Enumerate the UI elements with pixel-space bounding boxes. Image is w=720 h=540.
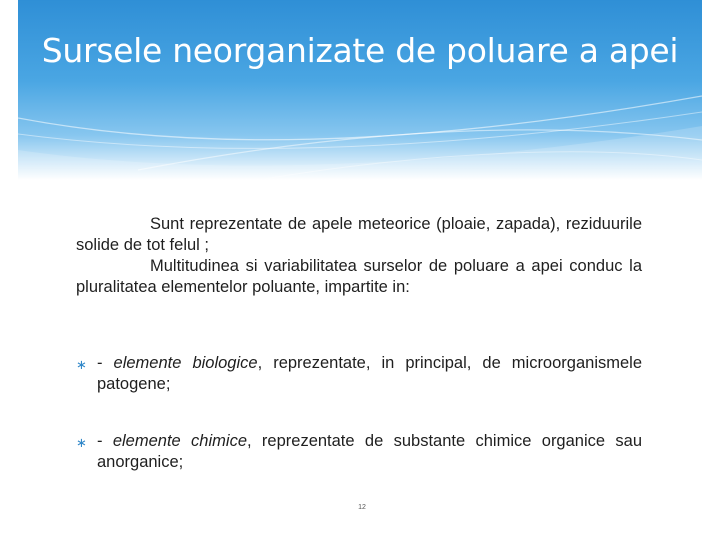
intro-paragraph: Multitudinea si variabilitatea surselor de poluare a apei conduc la pluralitatea elementelor poluante, impartite in: <box>76 257 642 296</box>
bullet-term: elemente chimice <box>112 432 247 450</box>
title-banner <box>18 0 702 180</box>
wave-decoration <box>18 0 702 180</box>
asterisk-bullet-icon: ∗ <box>76 357 87 372</box>
bullet-text: - elemente chimice, reprezentate de substante chimice organice sau anorganice; <box>97 432 642 471</box>
list-item <box>76 353 642 395</box>
bullet-term: elemente biologice <box>113 354 258 372</box>
bullet-text: - elemente biologice, reprezentate, in principal, de microorganismele patogene; <box>97 354 642 393</box>
slide-title: Sursele neorganizate de poluare a apei <box>41 31 679 70</box>
page-number: 12 <box>358 504 366 511</box>
asterisk-bullet-icon: ∗ <box>76 435 87 450</box>
intro-paragraph: Sunt reprezentate de apele meteorice (ploaie, zapada), reziduurile solide de tot felul ; <box>76 215 642 254</box>
list-item <box>76 431 642 473</box>
intro-text <box>76 214 642 298</box>
